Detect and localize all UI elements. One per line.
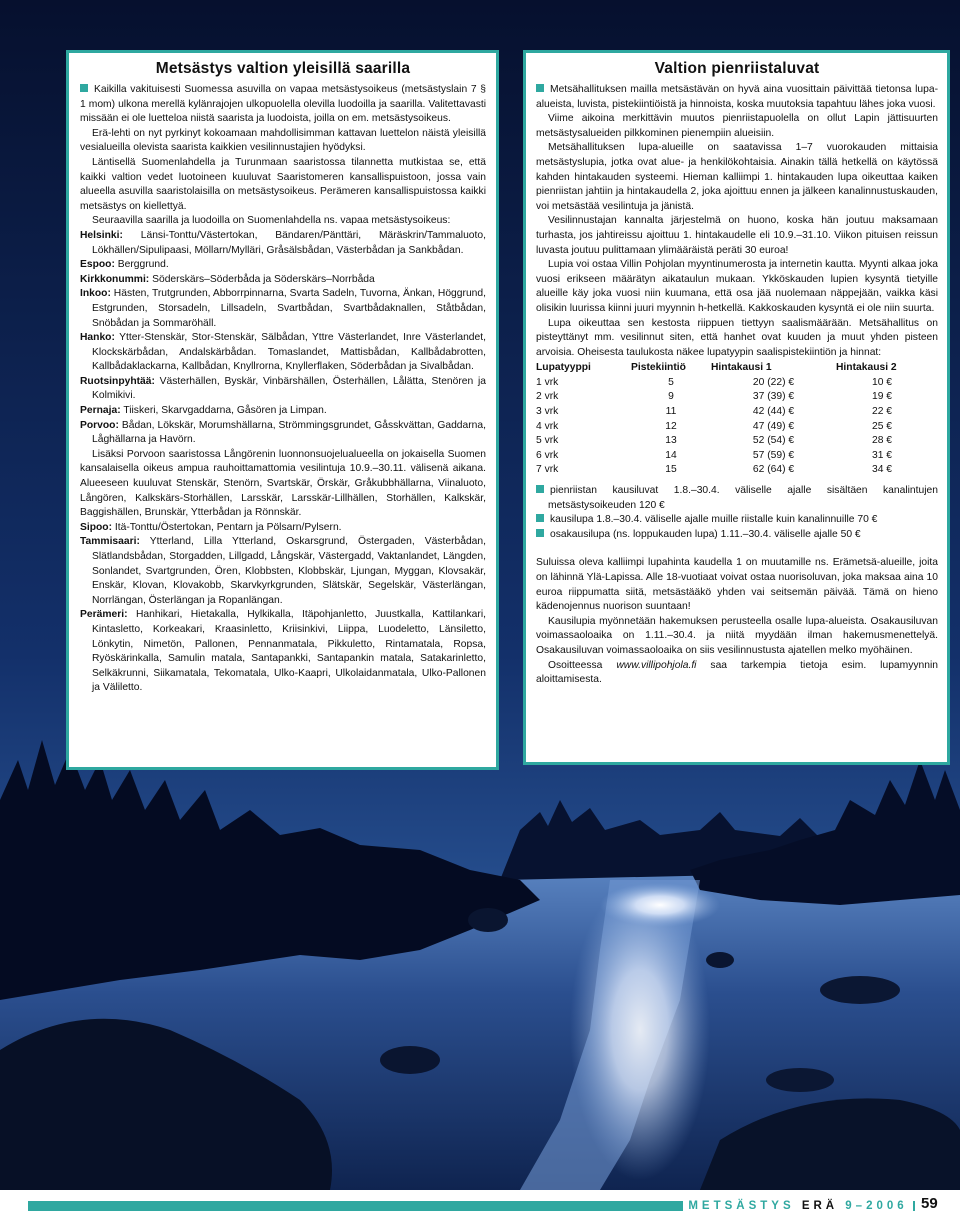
- place-text: Länsi-Tonttu/Västertokan, Bändaren/Pänttäri, Märäskrin/Tammaluoto, Lökhällen/Sipulipaasi, Möllarn/Mylläri, Gråsälsbådan, Västerbådan ja Sankbådan.: [92, 229, 486, 256]
- place-text: Itä-Tonttu/Östertokan, Pentarn ja Pölsarn/Pylsern.: [114, 521, 342, 533]
- left-box-title: Metsästys valtion yleisillä saarilla: [155, 60, 411, 77]
- table-cell: 15: [665, 464, 677, 476]
- place-text: Hästen, Trutgrunden, Abborrpinnarna, Svarta Sadeln, Tuvorna, Änkan, Höggrund, Estgrunden, Storsadeln, Lillsadeln, Svartbådan, Svartbådaknallen, Ståtbådan, Snöbådan ja Sommaröhäll.: [92, 288, 486, 329]
- place-name: Hanko:: [80, 332, 115, 344]
- table-cell: 34 €: [871, 464, 893, 476]
- right-p7: Suluissa oleva kalliimpi lupahinta kaudella 1 on muutamille ns. Erämetsä-alueille, joita on lähinnä Ylä-Lapissa. Alle 18-vuotiaat voivat ostaa nuorisoluvan, joka maksaa aina 10 euroa riippumatta siitä, metsästääkö yhden vai seitsemän päivää. Tämä on hieno kädenojennus nuorison suuntaan!: [536, 557, 938, 613]
- table-cell: 20 (22) €: [752, 376, 795, 388]
- bullet-square-icon: [536, 514, 544, 522]
- table-cell: 57 (59) €: [752, 449, 795, 461]
- place-text: Hanhikari, Hietakalla, Hylkikalla, Itäpohjanletto, Juustkalla, Kattilankari, Kintasletto, Korkeakari, Kraasinletto, Kriisinkivi, Liippa, Luodeletto, Länsiletto, Lönkytin, Nimetön, Pallonen, Pennanmatala, Pikkuletto, Rintamatala, Ropsa, Ryöskärinkalla, Samulin matala, Santapankki, Santapankin matala, Satakarinletto, Selkäkrunni, Siikamatala, Tekomatala, Ulko-Kaapri, Ulkolaidanmatala, Ulko-Pallonen ja Väliletto.: [92, 609, 486, 694]
- table-row: [536, 405, 928, 420]
- price-bullet-text: osakausilupa (ns. loppukauden lupa) 1.11.–30.4. väliselle ajalle 50 €: [550, 528, 861, 540]
- place-entry: [80, 375, 486, 404]
- table-cell: 5: [668, 376, 674, 388]
- table-cell: 12: [665, 420, 677, 432]
- place-name: Inkoo:: [80, 288, 111, 300]
- website-link[interactable]: www.villipohjola.fi: [616, 659, 697, 671]
- bullet-square-icon: [536, 84, 544, 92]
- left-p1: Kaikilla vakituisesti Suomessa asuvilla on vapaa metsästysoikeus (metsästyslain 7 § 1 mom) ulkona merellä kylänrajojen ulkopuolella olevilla luodoilla ja saarilla. Valitettavasti missään ei ole luetteloa niistä saarista ja luodoista, joilla on em. metsästysoikeus.: [80, 84, 486, 125]
- price-bullet-text: kausilupa 1.8.–30.4. väliselle ajalle muille riistalle kuin kanalinnuille 70 €: [550, 514, 878, 526]
- table-cell: 6 vrk: [536, 449, 559, 461]
- place-text: Västerhällen, Byskär, Vinbärshällen, Österhällen, Lålätta, Stenören ja Kolmikivi.: [92, 375, 486, 402]
- table-row: [536, 434, 928, 449]
- right-p3: Metsähallituksen lupa-alueille on saatavissa 1–7 vuorokauden mittaisia metsästyslupia, jotka ovat alue- ja henkilökohtaisia. Ainakin tällä hetkellä on käytössä kahden hintakauden systeemi. Hieman kalliimpi 1. hintakauden lupa oikeuttaa kaiken pienriistan jahtiin ja hintakaudella 2, joka ajoittuu ennen ja jälkeen kanalinnustuskauden, voi metsästää vesilintuja ja jänistä.: [536, 142, 938, 212]
- table-cell: 28 €: [871, 435, 893, 447]
- table-row: [536, 390, 928, 405]
- table-row: [536, 463, 928, 478]
- place-name: Sipoo:: [80, 521, 113, 533]
- place-text: Ytter-Stenskär, Stor-Stenskär, Sälbådan, Yttre Västerlandet, Inre Västerlandet, Klockskärbådan, Andalskärbådan. Tomaslandet, Mattisbådan, Kallbådabrotten, Kallbådaklackarna, Kallbådan, Knyllrorna, Knyllerflaken, Söderbådan ja Sivalbådan.: [92, 332, 486, 373]
- left-p2: Erä-lehti on nyt pyrkinyt kokoamaan mahdollisimman kattavan luettelon näistä yleisillä vesialueilla olevista saarista kaikkien vesilinnustajien hyödyksi.: [80, 127, 486, 154]
- table-row: [536, 420, 928, 435]
- table-cell: 47 (49) €: [752, 420, 795, 432]
- table-cell: 22 €: [871, 406, 893, 418]
- place-entry: [80, 419, 486, 448]
- left-article-box: [66, 50, 499, 770]
- place-entry: [80, 258, 486, 273]
- place-entry: [80, 287, 486, 331]
- price-bullet-text: pienriistan kausiluvat 1.8.–30.4. väliselle ajalle sisältäen kanalintujen metsästysoikeuden 120 €: [548, 485, 938, 511]
- right-p5: Lupia voi ostaa Villin Pohjolan myyntinumerosta ja internetin kautta. Myynti alkaa joka vuosi erikseen määrätyn aikataulun mukaan. Ykköskauden lupien kysyntä tietyille alueille käy joka vuosi niin kuumana, että osa jää nuolemaan näppejään, vaikka käsi olisikin luurissa kiinni juuri myynnin h-hetkellä. Kakkoskauden kysyntä ei ole niin suurta.: [536, 259, 938, 314]
- right-p9: [536, 659, 938, 688]
- place-entry: [80, 331, 486, 375]
- place-text: Berggrund.: [117, 259, 169, 271]
- place-text: Söderskärs–Söderbåda ja Söderskärs–Norrbåda: [152, 273, 375, 285]
- right-article-box: [523, 50, 950, 765]
- table-cell: 25 €: [871, 420, 893, 432]
- table-cell: 52 (54) €: [752, 435, 795, 447]
- table-cell: 31 €: [871, 449, 893, 461]
- place-name: Kirkkonummi:: [80, 273, 150, 285]
- price-table-header-row: [536, 361, 928, 376]
- col-header: Hintakausi 1: [711, 362, 772, 374]
- place-name: Pernaja:: [80, 405, 121, 417]
- place-text: Ytterland, Lilla Ytterland, Oskarsgrund, Östergaden, Västerbådan, Slätlandsbådan, Storgadden, Lillgadd, Långskär, Västergadd, Vaktanlandet, Längden, Sonlandet, Svartgrunden, Ören, Klobbsten, Klobbskär, Ljungan, Myggan, Klovsakär, Enskär, Klovan, Klovakobb, Skarvkyrkgrunden, Slätskär, Segelskär, Västerlängan, Norrlängan, Österlängan ja Ropanlängan.: [92, 536, 486, 606]
- table-cell: 37 (39) €: [752, 391, 795, 403]
- place-entry: [80, 273, 486, 288]
- place-entry: [80, 521, 486, 536]
- table-cell: 1 vrk: [536, 376, 559, 388]
- price-bullet: [536, 484, 938, 513]
- publication-name: [683, 1197, 913, 1215]
- right-box-body: [536, 83, 938, 688]
- page-footer: [0, 1190, 960, 1223]
- table-cell: 14: [665, 449, 677, 461]
- publication-title: ERÄ: [801, 1200, 839, 1212]
- place-name: Tammisaari:: [80, 536, 140, 548]
- place-name: Perämeri:: [80, 609, 128, 621]
- bullet-square-icon: [536, 485, 544, 493]
- table-cell: 11: [665, 406, 677, 418]
- place-text: Tiiskeri, Skarvgaddarna, Gåsören ja Limpan.: [123, 405, 327, 417]
- table-cell: 5 vrk: [536, 435, 559, 447]
- place-entry: [80, 608, 486, 696]
- place-entry: [80, 229, 486, 258]
- price-bullet: [536, 528, 938, 543]
- table-cell: 19 €: [871, 391, 893, 403]
- table-cell: 2 vrk: [536, 391, 559, 403]
- col-header: Pistekiintiö: [631, 362, 686, 374]
- table-cell: 62 (64) €: [752, 464, 795, 476]
- table-row: [536, 376, 928, 391]
- price-bullet: [536, 513, 938, 528]
- table-cell: 42 (44) €: [752, 406, 795, 418]
- p9-text: Osoitteessa: [548, 659, 617, 671]
- right-p2: Viime aikoina merkittävin muutos pienriistapuolella on ollut Lapin jättisuurten metsästysalueiden pilkkominen pienempiin alueisiin.: [536, 113, 938, 139]
- right-p8: Kausilupia myönnetään hakemuksen perusteella osalle lupa-alueista. Osakausiluvan voimassaoloaika on 1.11.–30.4. ja niitä myydään ilman hakemusmenettelyä. Osakausiluvan voimassaoloaika on siis vesilinnustusta ajatellen melko myöhäinen.: [536, 615, 938, 656]
- table-cell: 10 €: [871, 376, 893, 388]
- place-name: Espoo:: [80, 259, 115, 271]
- place-name: Ruotsinpyhtää:: [80, 375, 155, 387]
- place-entry: [80, 404, 486, 419]
- page-number: 59: [921, 1195, 938, 1212]
- right-box-title: Valtion pienriistaluvat: [654, 60, 820, 77]
- publication-section: METSÄSTYS: [688, 1200, 802, 1212]
- table-cell: 13: [665, 435, 677, 447]
- place-entry: [80, 535, 486, 608]
- left-p4: Seuraavilla saarilla ja luodoilla on Suomenlahdella ns. vapaa metsästysoikeus:: [92, 215, 451, 227]
- table-row: [536, 449, 928, 464]
- p9-text: saa tarkempia tietoja esim. lupamyynnin aloittamisesta.: [536, 659, 938, 686]
- place-name: Porvoo:: [80, 419, 119, 431]
- price-table: [536, 361, 928, 478]
- bullet-square-icon: [80, 84, 88, 92]
- left-box-body: [80, 83, 486, 696]
- table-cell: 3 vrk: [536, 406, 559, 418]
- bullet-square-icon: [536, 529, 544, 537]
- table-cell: 4 vrk: [536, 420, 559, 432]
- right-p1: Metsähallituksen mailla metsästävän on hyvä aina vuosittain päivittää tietonsa lupa-alueista, luvista, pistekiintiöistä ja hinnoista, koska muutoksia tapahtuu lähes joka vuosi.: [536, 84, 938, 110]
- table-cell: 7 vrk: [536, 464, 559, 476]
- place-name: Helsinki:: [80, 229, 123, 241]
- publication-issue: 9–2006: [838, 1200, 908, 1212]
- right-p6: Lupa oikeuttaa sen kestosta riippuen tiettyyn saalismäärään. Metsähallitus on pisteyttänyt mm. vesilinnut siten, että hanhet ovat kuuden ja muut yhden pisteen arvoisia. Oheisesta taulukosta näkee lupatyypin saalispistekiintiön ja hinnat:: [536, 317, 938, 358]
- left-p5: Lisäksi Porvoon saaristossa Långörenin luonnonsuojelualueella on jokaisella Suomen kansalaisella oikeus ampua rauhoittamattomia vesilintuja 10.9.–30.11. välisenä aikana. Alueeseen kuuluvat Stenskär, Stenörn, Svartskär, Örskär, Gråkubbhällarna, Viinaluoto, Långören, Kalkskärs-Storhällen, Larsskär, Larsskär-Lillhällen, Storhällen, Kalkskär, Baggishällen, Brunskär, Ytterbådan ja Rönnskär.: [80, 448, 486, 519]
- col-header: Hintakausi 2: [836, 362, 897, 374]
- table-cell: 9: [668, 391, 674, 403]
- col-header: Lupatyyppi: [536, 362, 591, 374]
- left-p3: Läntisellä Suomenlahdella ja Turunmaan saaristossa tilannetta mutkistaa se, että kaikki valtion vedet luotoineen kuuluvat Saaristomeren kansallispuistoon, jossa vain alueella asuvilla saaristolaisilla on metsästysoikeus. Perämeren kansallispuistossa kaikki metsästys on kiellettyä.: [80, 156, 486, 212]
- place-text: Bådan, Lökskär, Morumshällarna, Strömmingsgrundet, Gåsskvättan, Gaddarna, Låghällarna ja Havörn.: [92, 419, 486, 446]
- right-p4: Vesilinnustajan kannalta järjestelmä on huono, koska hän joutuu maksamaan turhasta, jos jahtireissu ajoittuu 1. hintakaudelle eli 10.9.–31.10. Viikon pituisen reissun luvasta joutuu pulittamaan ylimääräistä peräti 30 euroa!: [536, 215, 938, 256]
